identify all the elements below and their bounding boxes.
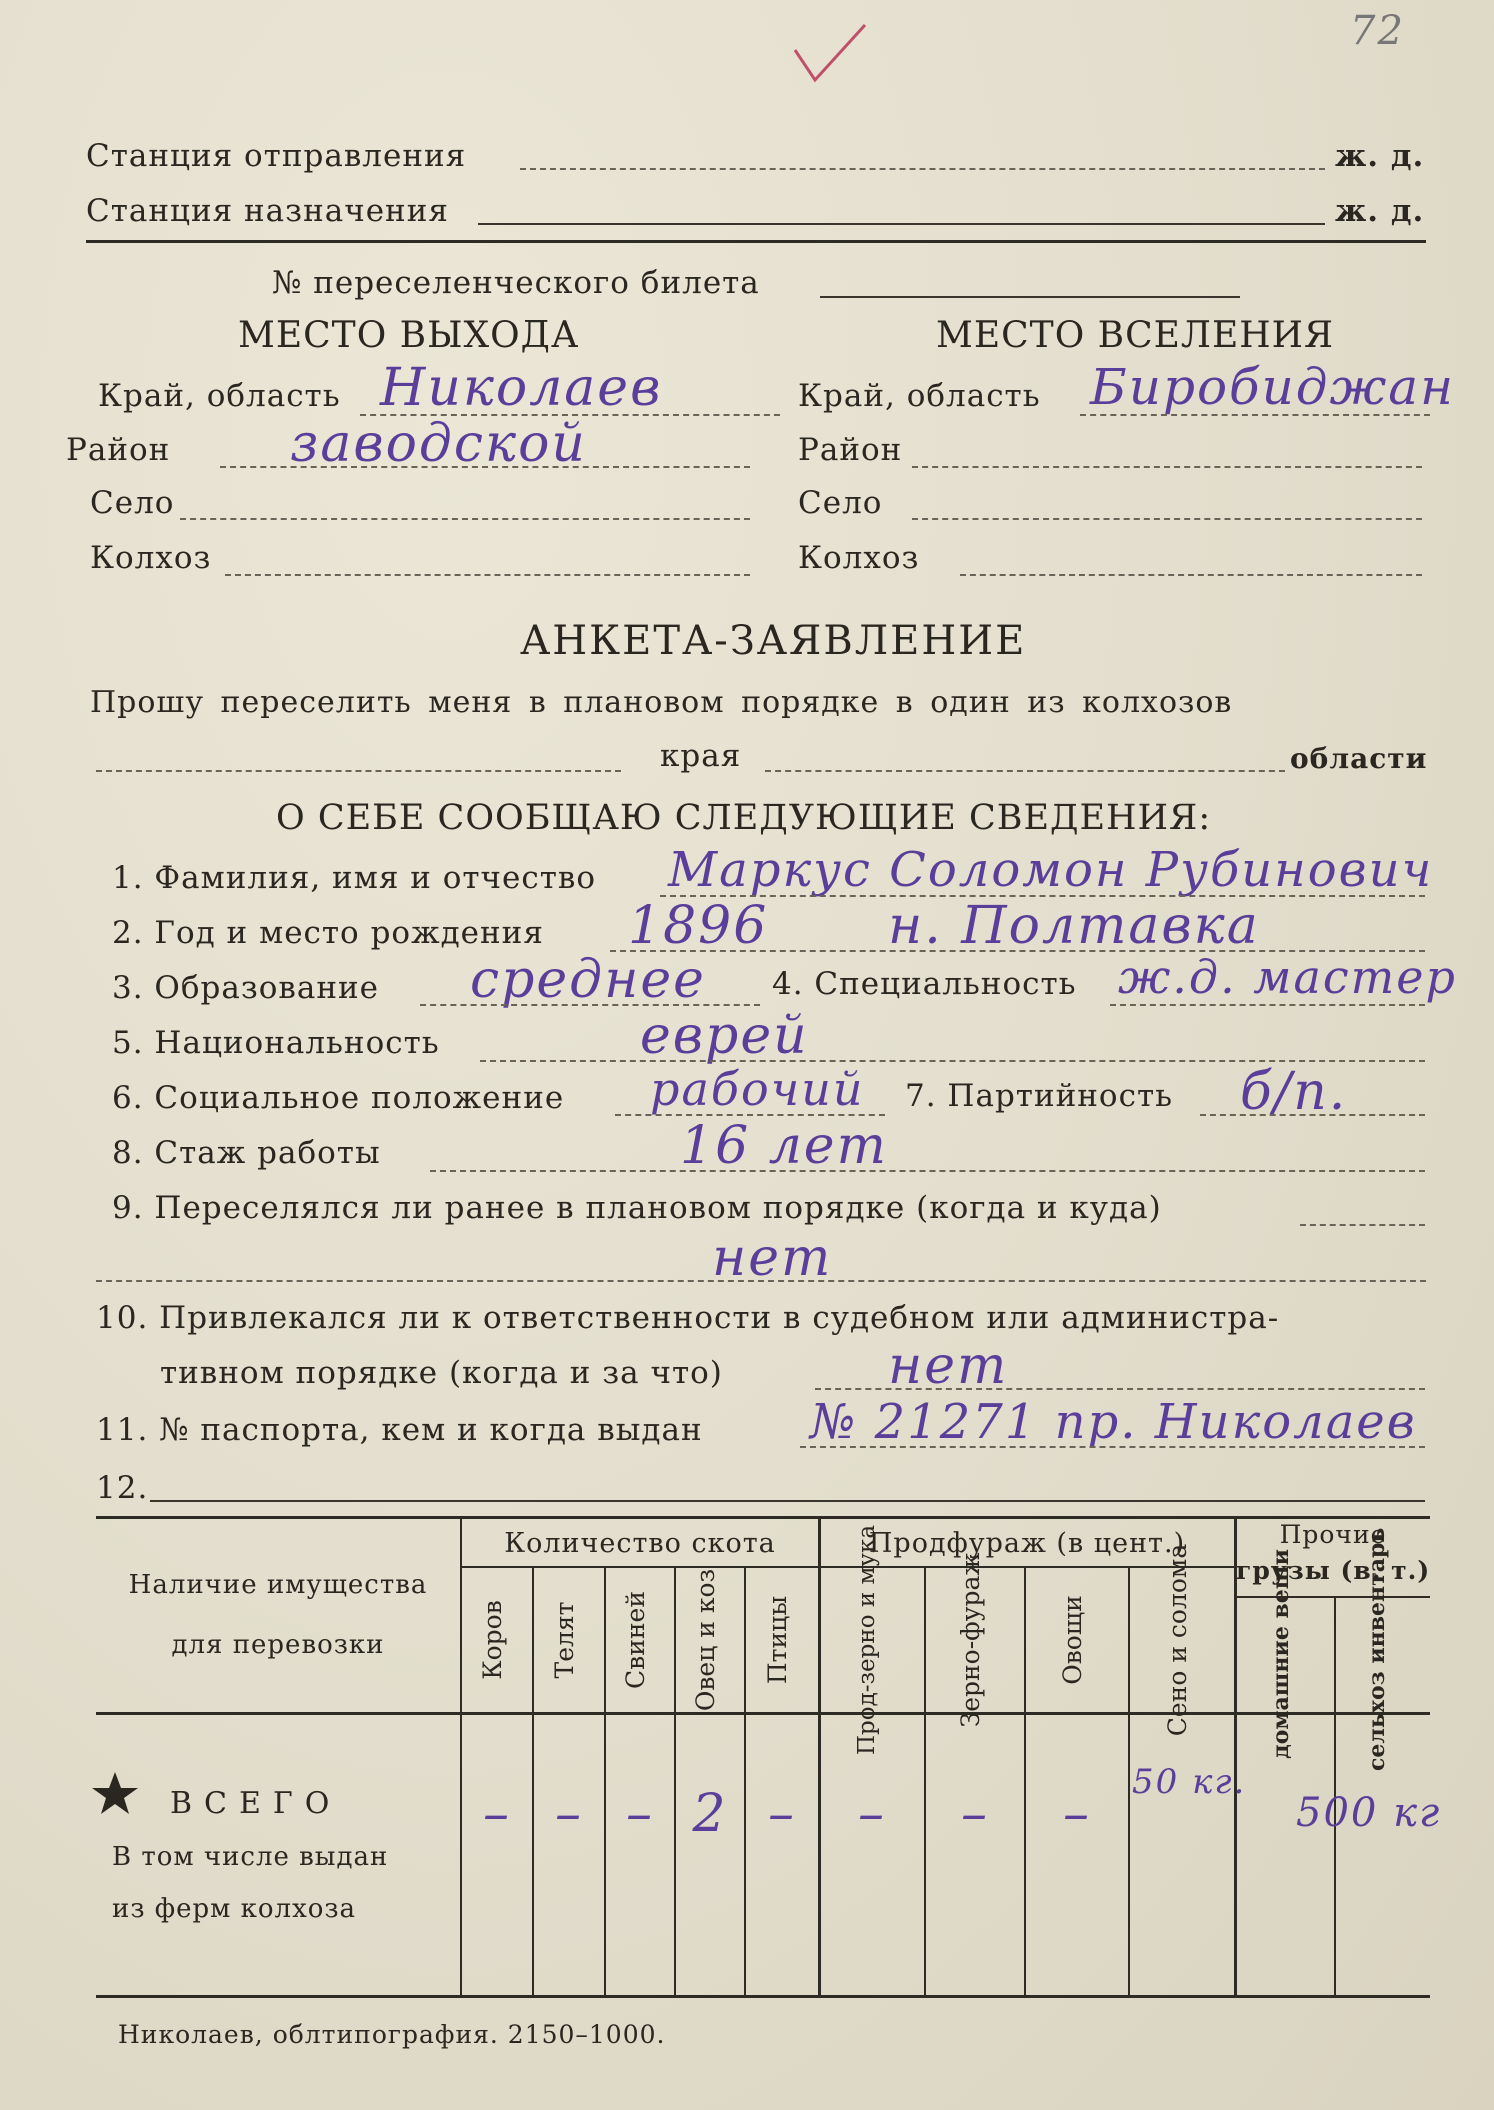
request-line: Прошу переселить меня в плановом порядке в один из колхозов bbox=[90, 685, 1233, 720]
value-sheep: 2 bbox=[692, 1784, 728, 1844]
col-hay-straw: Сено и солома bbox=[1163, 1543, 1192, 1737]
value-pigs: – bbox=[626, 1784, 654, 1844]
destination-region-label: Край, область bbox=[798, 378, 1041, 414]
origin-district-value: заводской bbox=[290, 414, 587, 474]
field-5-label: 5. Национальность bbox=[112, 1025, 440, 1061]
field-3-value: среднее bbox=[470, 950, 706, 1010]
field-2-place: н. Полтавка bbox=[888, 896, 1260, 956]
field-6-label: 6. Социальное положение bbox=[112, 1080, 565, 1116]
star-icon bbox=[90, 1770, 140, 1816]
field-2-year: 1896 bbox=[628, 896, 769, 956]
field-6-value: рабочий bbox=[650, 1062, 865, 1116]
group-other-a: Прочие bbox=[1279, 1520, 1387, 1549]
destination-region-value: Биробиджан bbox=[1090, 358, 1456, 416]
destination-kolkhoz-label: Колхоз bbox=[798, 540, 920, 576]
rail-suffix-1: ж. д. bbox=[1335, 138, 1425, 174]
field-11-value: № 21271 пр. Николаев bbox=[810, 1394, 1417, 1450]
total-label: ВСЕГО bbox=[170, 1786, 342, 1821]
col-poultry: Птицы bbox=[763, 1595, 792, 1685]
field-11-label: 11. № паспорта, кем и когда выдан bbox=[96, 1412, 703, 1448]
page-number: 72 bbox=[1350, 8, 1405, 54]
group-fodder: Продфураж (в цент.) bbox=[868, 1528, 1186, 1559]
col-cows: Коров bbox=[478, 1600, 507, 1680]
check-mark-icon bbox=[790, 20, 870, 90]
field-4-value: ж.д. мастер bbox=[1118, 950, 1457, 1004]
field-2-label: 2. Год и место рождения bbox=[112, 915, 544, 951]
col-calves: Телят bbox=[550, 1601, 579, 1679]
ticket-label: № переселенческого билета bbox=[272, 265, 760, 301]
origin-district-label: Район bbox=[66, 432, 171, 468]
field-9-value: нет bbox=[712, 1228, 833, 1288]
col-fodder-grain: Зерно-фураж bbox=[956, 1552, 985, 1728]
field-10-label-a: 10. Привлекался ли к ответственности в судебном или администра- bbox=[96, 1300, 1280, 1336]
col-grain-flour: Прод-зерно и мука bbox=[854, 1524, 880, 1756]
origin-village-label: Село bbox=[90, 485, 175, 521]
col-sheep: Овец и коз bbox=[691, 1568, 720, 1712]
sub-label-b: из ферм колхоза bbox=[112, 1894, 357, 1924]
value-poultry: – bbox=[768, 1784, 796, 1844]
value-vegetables: – bbox=[1063, 1784, 1091, 1844]
destination-title: МЕСТО ВСЕЛЕНИЯ bbox=[936, 315, 1335, 356]
field-8-label: 8. Стаж работы bbox=[112, 1135, 381, 1171]
field-12-label: 12. bbox=[96, 1470, 149, 1506]
oblast-label: области bbox=[1290, 742, 1428, 775]
col-pigs: Свиней bbox=[621, 1591, 650, 1689]
footer-printer: Николаев, облтипография. 2150–1000. bbox=[118, 2020, 666, 2049]
sub-label-a: В том числе выдан bbox=[112, 1842, 389, 1872]
group-other-b: грузы (в. т.) bbox=[1236, 1556, 1431, 1585]
value-hay-straw: 50 кг. bbox=[1132, 1762, 1247, 1802]
field-1-value: Маркус Соломон Рубинович bbox=[668, 842, 1434, 898]
field-1-label: 1. Фамилия, имя и отчество bbox=[112, 860, 597, 896]
form-title: АНКЕТА-ЗАЯВЛЕНИЕ bbox=[520, 618, 1027, 664]
col-vegetables: Овощи bbox=[1058, 1595, 1087, 1685]
value-cows: – bbox=[483, 1784, 511, 1844]
value-household: 500 кг bbox=[1296, 1790, 1442, 1836]
departure-station-label: Станция отправления bbox=[86, 138, 467, 174]
origin-region-value: Николаев bbox=[380, 358, 663, 418]
col-farm-tools: сельхоз инвентарь bbox=[1364, 1527, 1390, 1771]
destination-station-label: Станция назначения bbox=[86, 193, 449, 229]
field-7-label: 7. Партийность bbox=[905, 1078, 1173, 1114]
col-household: домашние вещи bbox=[1268, 1549, 1294, 1759]
field-8-value: 16 лет bbox=[680, 1116, 888, 1176]
field-3-label: 3. Образование bbox=[112, 970, 380, 1006]
kray-label: края bbox=[660, 738, 742, 774]
field-10-label-b: тивном порядке (когда и за что) bbox=[160, 1355, 723, 1391]
origin-title: МЕСТО ВЫХОДА bbox=[238, 315, 580, 356]
field-7-value: б/п. bbox=[1240, 1062, 1348, 1122]
field-9-label: 9. Переселялся ли ранее в плановом порядке (когда и куда) bbox=[112, 1190, 1162, 1226]
value-fodder-grain: – bbox=[961, 1784, 989, 1844]
row-header-a: Наличие имущества bbox=[128, 1570, 428, 1600]
group-livestock: Количество скота bbox=[504, 1528, 776, 1559]
origin-kolkhoz-label: Колхоз bbox=[90, 540, 212, 576]
destination-district-label: Район bbox=[798, 432, 903, 468]
value-grain-flour: – bbox=[858, 1784, 886, 1844]
destination-village-label: Село bbox=[798, 485, 883, 521]
field-4-label: 4. Специальность bbox=[772, 966, 1077, 1002]
row-header-b: для перевозки bbox=[171, 1630, 385, 1660]
origin-region-label: Край, область bbox=[98, 378, 341, 414]
rail-suffix-2: ж. д. bbox=[1335, 193, 1425, 229]
field-5-value: еврей bbox=[640, 1006, 809, 1066]
value-calves: – bbox=[555, 1784, 583, 1844]
info-heading: О СЕБЕ СООБЩАЮ СЛЕДУЮЩИЕ СВЕДЕНИЯ: bbox=[276, 798, 1212, 838]
field-10-value: нет bbox=[888, 1336, 1009, 1396]
